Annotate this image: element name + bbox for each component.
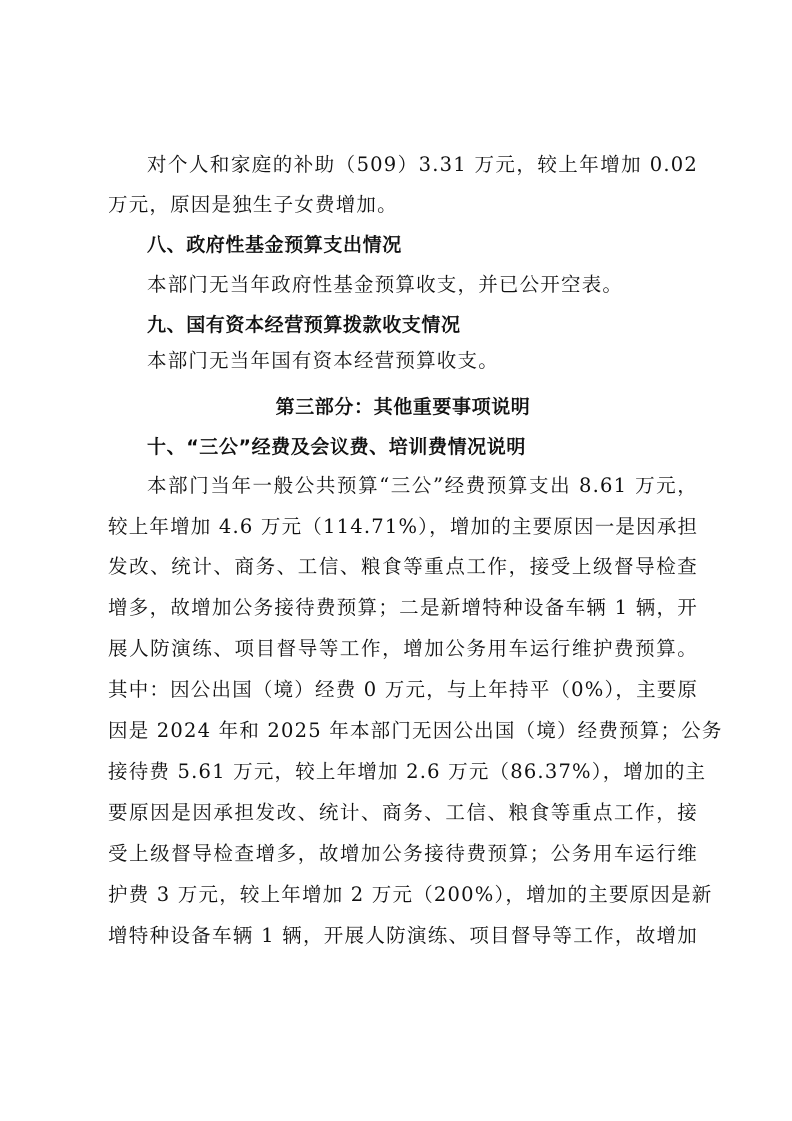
paragraph-line: 发改、统计、商务、工信、粮食等重点工作，接受上级督导检查 (108, 555, 698, 578)
paragraph-line: 本部门无当年政府性基金预算收支，并已公开空表。 (147, 273, 624, 296)
paragraph-line: 要原因是因承担发改、统计、商务、工信、粮食等重点工作，接 (108, 801, 698, 824)
paragraph-line: 接待费 5.61 万元，较上年增加 2.6 万元（86.37%），增加的主 (108, 760, 707, 783)
section-heading-9: 九、国有资本经营预算拨款收支情况 (147, 314, 461, 336)
paragraph-line: 增多，故增加公务接待费预算；二是新增特种设备车辆 1 辆，开 (108, 596, 698, 619)
paragraph-line: 增特种设备车辆 1 辆，开展人防演练、项目督导等工作，故增加 (108, 924, 698, 947)
paragraph-line: 展人防演练、项目督导等工作，增加公务用车运行维护费预算。 (108, 637, 698, 660)
paragraph-line: 因是 2024 年和 2025 年本部门无因公出国（境）经费预算；公务 (108, 719, 723, 742)
paragraph-line: 万元，原因是独生子女费增加。 (108, 193, 398, 216)
paragraph-line: 本部门无当年国有资本经营预算收支。 (147, 349, 499, 372)
paragraph-line: 其中：因公出国（境）经费 0 万元，与上年持平（0%），主要原 (108, 678, 699, 701)
paragraph-line: 护费 3 万元，较上年增加 2 万元（200%），增加的主要原因是新 (108, 883, 713, 906)
section-heading-10: 十、“三公”经费及会议费、培训费情况说明 (147, 436, 526, 458)
section-heading-8: 八、政府性基金预算支出情况 (147, 234, 402, 256)
part-title: 第三部分：其他重要事项说明 (275, 396, 531, 418)
paragraph-line: 受上级督导检查增多，故增加公务接待费预算；公务用车运行维 (108, 842, 698, 865)
paragraph-line: 对个人和家庭的补助（509）3.31 万元，较上年增加 0.02 (147, 153, 698, 176)
paragraph-line: 较上年增加 4.6 万元（114.71%），增加的主要原因一是因承担 (108, 515, 699, 538)
paragraph-line: 本部门当年一般公共预算“三公”经费预算支出 8.61 万元， (147, 474, 698, 497)
